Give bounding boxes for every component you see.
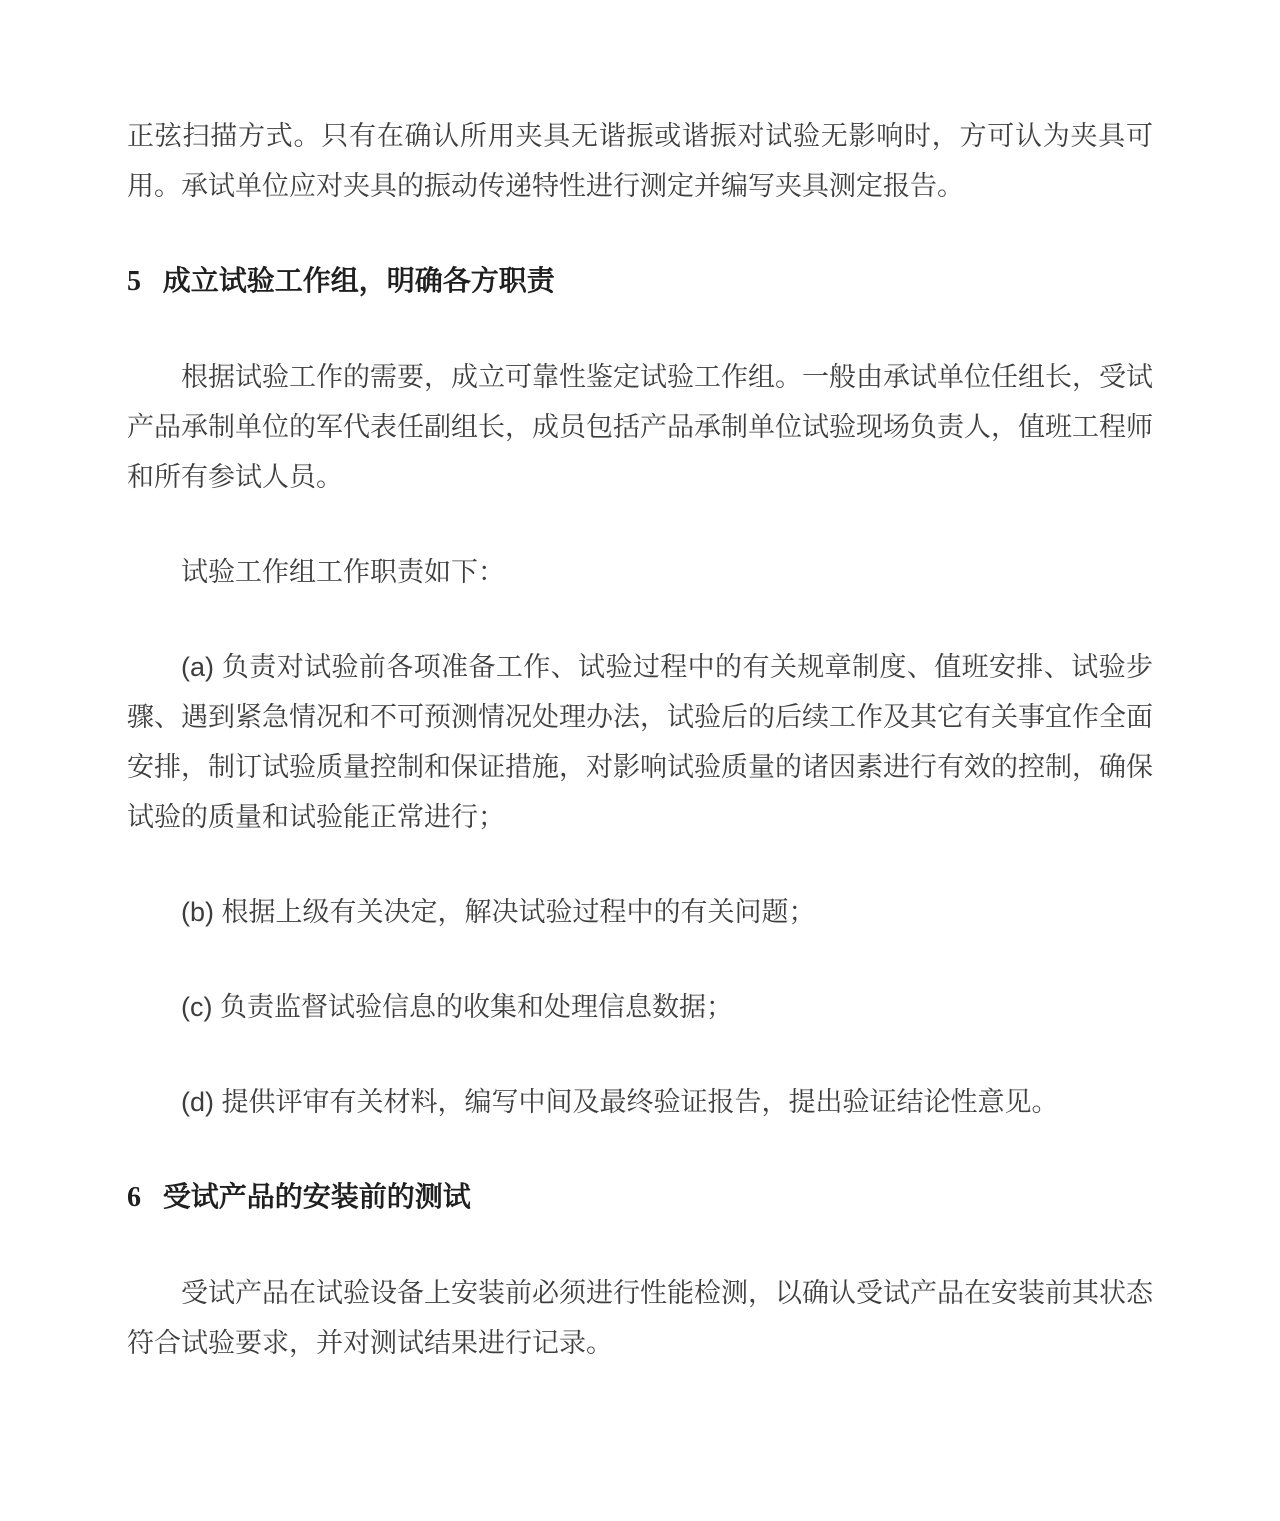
section-5-heading: [127, 256, 1153, 307]
section-6-heading: [127, 1172, 1153, 1223]
paragraph-duties-intro: 试验工作组工作职责如下：: [181, 557, 505, 587]
section-5-number: 5: [127, 266, 141, 297]
section-5-title: 成立试验工作组，明确各方职责: [162, 265, 555, 296]
duty-item-c: (c) 负责监督试验信息的收集和处理信息数据；: [181, 992, 733, 1022]
duty-item-d: (d) 提供评审有关材料，编写中间及最终验证报告，提出验证结论性意见。: [181, 1087, 1059, 1117]
paragraph-fixture-continuation: 正弦扫描方式。只有在确认所用夹具无谐振或谐振对试验无影响时，方可认为夹具可用。承试单位应对夹具的振动传递特性进行测定并编写夹具测定报告。: [127, 121, 1153, 201]
duty-item-b: (b) 根据上级有关决定，解决试验过程中的有关问题；: [181, 897, 816, 927]
section-6-title: 受试产品的安装前的测试: [162, 1181, 471, 1212]
paragraph-pre-installation-test: 受试产品在试验设备上安装前必须进行性能检测，以确认受试产品在安装前其状态符合试验要求，并对测试结果进行记录。: [127, 1278, 1153, 1358]
paragraph-workgroup-formation: 根据试验工作的需要，成立可靠性鉴定试验工作组。一般由承试单位任组长，受试产品承制单位的军代表任副组长，成员包括产品承制单位试验现场负责人，值班工程师和所有参试人员。: [127, 362, 1153, 492]
duty-item-a: (a) 负责对试验前各项准备工作、试验过程中的有关规章制度、值班安排、试验步骤、遇到紧急情况和不可预测情况处理办法，试验后的后续工作及其它有关事宜作全面安排，制订试验质量控制和保证措施，对影响试验质量的诸因素进行有效的控制，确保试验的质量和试验能正常进行；: [127, 652, 1153, 832]
section-6-number: 6: [127, 1182, 141, 1213]
